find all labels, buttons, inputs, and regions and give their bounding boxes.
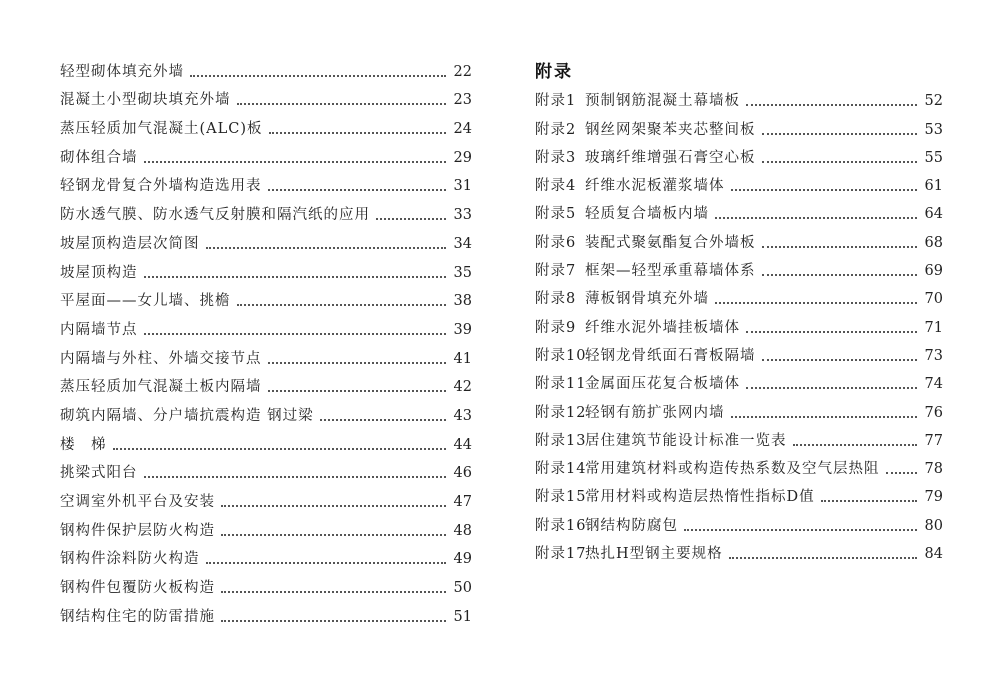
appendix-code: 附录3 (535, 149, 577, 166)
appendix-code: 附录1 (535, 93, 577, 110)
leader-dots (221, 505, 446, 507)
appendix-entry[interactable] (535, 223, 943, 251)
toc-left-column (60, 52, 472, 626)
appendix-page: 68 (924, 234, 943, 251)
appendix-code: 附录2 (535, 121, 577, 138)
toc-entry-title: 钢构件包覆防火板构造 (60, 580, 215, 597)
appendix-code: 附录5 (535, 206, 577, 223)
appendix-entry[interactable] (535, 393, 943, 421)
toc-entry-title: 挑梁式阳台 (60, 465, 138, 482)
toc-entry-title: 砌体组合墙 (60, 149, 138, 166)
toc-entry[interactable] (60, 81, 472, 110)
appendix-page: 76 (924, 404, 943, 421)
leader-dots (190, 75, 446, 77)
toc-entry-page: 24 (453, 121, 472, 138)
toc-entry-title: 内隔墙节点 (60, 321, 138, 338)
toc-entry-title: 坡屋顶构造 (60, 264, 138, 281)
appendix-code: 附录6 (535, 234, 577, 251)
toc-entry-title: 轻型砌体填充外墙 (60, 63, 184, 80)
toc-entry[interactable] (60, 282, 472, 311)
appendix-code: 附录10 (535, 347, 587, 364)
toc-entry-page: 48 (453, 522, 472, 539)
appendix-entry[interactable] (535, 110, 943, 138)
appendix-title: 轻钢龙骨纸面石膏板隔墙 (585, 347, 756, 364)
toc-entry-title: 内隔墙与外柱、外墙交接节点 (60, 350, 262, 367)
appendix-page: 80 (924, 517, 943, 534)
appendix-code: 附录13 (535, 432, 587, 449)
toc-entry[interactable] (60, 597, 472, 626)
leader-dots (221, 591, 446, 593)
appendix-entry[interactable] (535, 308, 943, 336)
toc-entry-page: 31 (453, 178, 472, 195)
toc-entry-page: 46 (453, 465, 472, 482)
appendix-entry[interactable] (535, 506, 943, 534)
appendix-page: 70 (924, 291, 943, 308)
appendix-code: 附录9 (535, 319, 577, 336)
leader-dots (144, 161, 447, 163)
toc-entry[interactable] (60, 167, 472, 196)
toc-entry-page: 22 (453, 63, 472, 80)
appendix-entry[interactable] (535, 365, 943, 393)
toc-entry-page: 51 (453, 608, 472, 625)
toc-entry[interactable] (60, 253, 472, 282)
toc-entry-title: 楼 梯 (60, 436, 107, 453)
appendix-code: 附录12 (535, 404, 587, 421)
appendix-entry[interactable] (535, 478, 943, 506)
toc-entry-title: 平屋面——女儿墙、挑檐 (60, 293, 231, 310)
appendix-page: 84 (924, 546, 943, 563)
appendix-code: 附录11 (535, 376, 587, 393)
appendix-code: 附录14 (535, 461, 587, 478)
leader-dots (731, 416, 918, 418)
toc-entry-page: 43 (453, 407, 472, 424)
leader-dots (821, 500, 917, 502)
toc-right-column (535, 52, 943, 563)
toc-entry-page: 38 (453, 293, 472, 310)
leader-dots (729, 557, 917, 559)
leader-dots (206, 247, 447, 249)
toc-entry-page: 33 (453, 207, 472, 224)
leader-dots (746, 104, 917, 106)
leader-dots (762, 133, 918, 135)
toc-entry-title: 轻钢龙骨复合外墙构造选用表 (60, 178, 262, 195)
toc-entry-page: 49 (453, 551, 472, 568)
toc-entry-page: 44 (453, 436, 472, 453)
appendix-page: 74 (924, 376, 943, 393)
toc-entry[interactable] (60, 109, 472, 138)
appendix-title: 纤维水泥外墙挂板墙体 (585, 319, 740, 336)
appendix-entry[interactable] (535, 337, 943, 365)
toc-entry-page: 35 (453, 264, 472, 281)
appendix-title: 框架—轻型承重幕墙体系 (585, 263, 756, 280)
appendix-entry[interactable] (535, 422, 943, 450)
toc-entry[interactable] (60, 138, 472, 167)
appendix-entry[interactable] (535, 195, 943, 223)
toc-entry[interactable] (60, 454, 472, 483)
leader-dots (715, 217, 917, 219)
leader-dots (113, 448, 447, 450)
appendix-title: 金属面压花复合板墙体 (585, 376, 740, 393)
appendix-code: 附录7 (535, 263, 577, 280)
toc-entry-title: 砌筑内隔墙、分户墙抗震构造 钢过梁 (60, 407, 314, 424)
appendix-entry[interactable] (535, 139, 943, 167)
leader-dots (793, 444, 918, 446)
leader-dots (715, 302, 917, 304)
leader-dots (221, 620, 446, 622)
leader-dots (376, 218, 446, 220)
appendix-title: 常用建筑材料或构造传热系数及空气层热阻 (585, 461, 880, 478)
toc-entry[interactable] (60, 482, 472, 511)
toc-entry[interactable] (60, 396, 472, 425)
toc-entry-page: 42 (453, 379, 472, 396)
appendix-code: 附录17 (535, 546, 587, 563)
appendix-entry[interactable] (535, 535, 943, 563)
appendix-title: 装配式聚氨酯复合外墙板 (585, 234, 756, 251)
appendix-page: 61 (924, 178, 943, 195)
toc-entry-title: 坡屋顶构造层次简图 (60, 235, 200, 252)
leader-dots (746, 331, 917, 333)
leader-dots (746, 387, 917, 389)
appendix-title: 玻璃纤维增强石膏空心板 (585, 149, 756, 166)
toc-entry[interactable] (60, 310, 472, 339)
toc-entry[interactable] (60, 52, 472, 81)
toc-entry[interactable] (60, 425, 472, 454)
appendix-page: 53 (924, 121, 943, 138)
appendix-title: 薄板钢骨填充外墙 (585, 291, 709, 308)
toc-entry-title: 钢构件保护层防火构造 (60, 522, 215, 539)
toc-entry-page: 23 (453, 92, 472, 109)
appendix-title: 常用材料或构造层热惰性指标D值 (585, 489, 815, 506)
leader-dots (886, 472, 918, 474)
appendix-code: 附录15 (535, 489, 587, 506)
toc-entry-page: 47 (453, 494, 472, 510)
appendix-page: 52 (924, 93, 943, 110)
appendix-entry[interactable] (535, 252, 943, 280)
appendix-title: 预制钢筋混凝土幕墙板 (585, 93, 740, 110)
appendix-code: 附录8 (535, 291, 577, 308)
leader-dots (206, 562, 447, 564)
leader-dots (762, 246, 918, 248)
appendix-code: 附录4 (535, 178, 577, 195)
appendix-page: 71 (924, 319, 943, 336)
toc-entry[interactable] (60, 195, 472, 224)
appendix-entry[interactable] (535, 450, 943, 478)
appendix-page: 69 (924, 263, 943, 280)
leader-dots (269, 132, 446, 134)
appendix-page: 77 (924, 432, 943, 449)
appendix-page: 64 (924, 206, 943, 223)
leader-dots (268, 189, 447, 191)
toc-entry-page: 39 (453, 321, 472, 338)
leader-dots (684, 529, 917, 531)
appendix-title: 钢丝网架聚苯夹芯整间板 (585, 121, 756, 138)
toc-entry[interactable] (60, 511, 472, 540)
leader-dots (268, 362, 447, 364)
toc-entry-page: 41 (453, 350, 472, 367)
appendix-page: 55 (924, 149, 943, 166)
toc-entry[interactable] (60, 339, 472, 368)
toc-entry-title: 空调室外机平台及安装 (60, 494, 215, 510)
appendix-page: 78 (924, 461, 943, 478)
appendix-title: 轻质复合墙板内墙 (585, 206, 709, 223)
leader-dots (731, 189, 918, 191)
toc-entry-title: 钢结构住宅的防雷措施 (60, 608, 215, 625)
toc-entry-title: 混凝土小型砌块填充外墙 (60, 92, 231, 109)
toc-entry[interactable] (60, 540, 472, 569)
toc-entry-page: 50 (453, 580, 472, 597)
appendix-title: 纤维水泥板灌浆墙体 (585, 178, 725, 195)
leader-dots (268, 390, 447, 392)
leader-dots (237, 304, 447, 306)
leader-dots (144, 333, 447, 335)
toc-entry-title: 蒸压轻质加气混凝土板内隔墙 (60, 379, 262, 396)
leader-dots (762, 359, 918, 361)
appendix-title: 热扎H型钢主要规格 (585, 546, 723, 563)
appendix-page: 79 (924, 489, 943, 506)
leader-dots (237, 103, 447, 105)
toc-entry-page: 34 (453, 235, 472, 252)
toc-entry[interactable] (60, 224, 472, 253)
toc-entry[interactable] (60, 568, 472, 597)
appendix-entry[interactable] (535, 280, 943, 308)
toc-entry-title: 蒸压轻质加气混凝土(ALC)板 (60, 121, 263, 138)
leader-dots (144, 476, 447, 478)
appendix-code: 附录16 (535, 517, 587, 534)
appendix-entry[interactable] (535, 82, 943, 110)
leader-dots (144, 276, 447, 278)
leader-dots (762, 161, 918, 163)
appendix-title: 轻钢有筋扩张网内墙 (585, 404, 725, 421)
toc-entry-page: 29 (453, 149, 472, 166)
appendix-title: 居住建筑节能设计标准一览表 (585, 432, 787, 449)
toc-entry[interactable] (60, 368, 472, 397)
leader-dots (762, 274, 918, 276)
appendix-title: 钢结构防腐包 (585, 517, 678, 534)
appendix-heading: 附录 (535, 62, 573, 82)
leader-dots (221, 534, 446, 536)
toc-entry-title: 钢构件涂料防火构造 (60, 551, 200, 568)
appendix-page: 73 (924, 347, 943, 364)
appendix-entry[interactable] (535, 167, 943, 195)
toc-entry-title: 防水透气膜、防水透气反射膜和隔汽纸的应用 (60, 207, 370, 224)
leader-dots (320, 419, 446, 421)
